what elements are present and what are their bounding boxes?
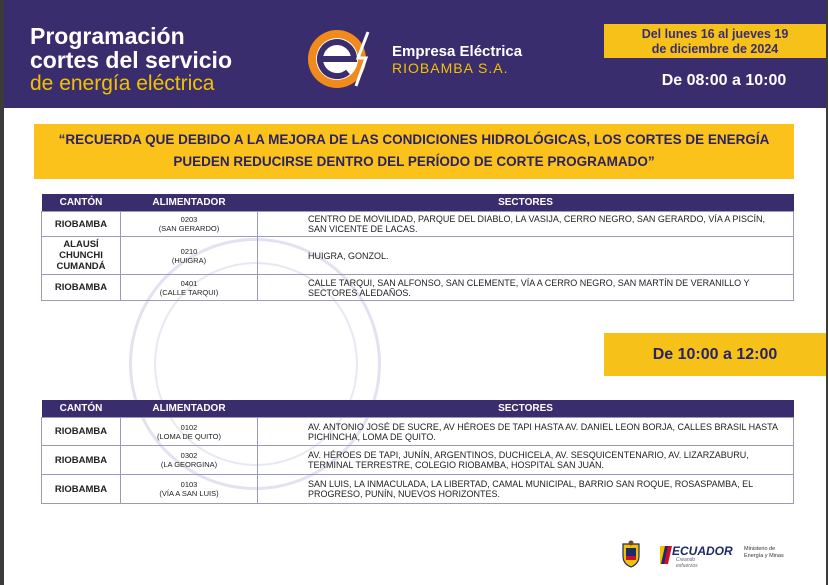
sectores-cell: HUIGRA, GONZOL. [258,237,794,275]
notice-line-1: “RECUERDA QUE DEBIDO A LA MEJORA DE LAS CONDICIONES HIDROLÓGICAS, LOS CORTES DE ENERGÍA [58,132,770,147]
canton-cell: RIOBAMBA [42,418,121,446]
table-row [42,212,794,237]
table-row [42,275,794,301]
column-header-sectores: SECTORES [258,194,794,212]
table-row [42,418,794,446]
alimentador-cell [121,212,258,237]
company-name-main: Empresa Eléctrica [392,43,523,60]
sectores-cell: AV. ANTONIO JOSÉ DE SUCRE, AV HÉROES DE TAPI HASTA AV. DANIEL LEON BORJA, CALLES BRASIL HASTA PICHINCHA, LOMA DE QUITO. [258,418,794,446]
alimentador-cell [121,237,258,275]
date-range-box [604,24,826,58]
page-title [30,24,232,96]
alimentador-cell [121,475,258,504]
ministry-name: Ministerio de Energía y Minas [744,546,784,559]
company-name-sub: RIOBAMBA S.A. [392,60,509,76]
sectores-cell: CALLE TARQUI, SAN ALFONSO, SAN CLEMENTE, VÍA A CERRO NEGRO, SAN MARTÍN DE VERANILLO Y SECTORES ALEDAÑOS. [258,275,794,301]
company-name [392,44,522,76]
column-header-alimentador: ALIMENTADOR [121,400,258,418]
canton-cell: RIOBAMBA [42,212,121,237]
schedule-table-1 [41,194,794,301]
date-line-2: de diciembre de 2024 [651,42,779,56]
header-banner [4,0,826,108]
alimentador-code: 0401 [180,278,198,288]
alimentador-code: 0103 [180,480,198,489]
hydrology-notice [34,124,794,179]
table-row [42,237,794,275]
alimentador-cell [121,418,258,446]
column-header-canton: CANTÓN [42,194,121,212]
time-slot-1: De 08:00 a 10:00 [661,72,787,89]
canton-line: CHUNCHI [59,250,103,261]
time-slot-2: De 10:00 a 12:00 [604,333,826,376]
alimentador-name: (LOMA DE QUITO) [156,431,222,441]
column-header-alimentador: ALIMENTADOR [121,194,258,212]
canton-cell [42,237,121,275]
schedule-table-2 [41,400,794,504]
alimentador-code: 0102 [180,422,198,432]
canton-cell: RIOBAMBA [42,446,121,475]
alimentador-code: 0210 [180,246,198,256]
canton-line: ALAUSÍ [63,239,99,250]
schedule-page [4,0,826,585]
alimentador-name: (HUIGRA) [171,255,207,265]
table-header-row [42,400,794,418]
column-header-sectores: SECTORES [258,400,794,418]
alimentador-code: 0203 [180,215,198,224]
ecuador-tagline: Creando esfuerzos [676,557,698,569]
alimentador-name: (CALLE TARQUI) [159,287,219,297]
table-row [42,475,794,504]
table-row [42,446,794,475]
alimentador-cell [121,275,258,301]
title-line-3: de energía eléctrica [30,72,215,95]
canton-cell: RIOBAMBA [42,275,121,301]
alimentador-name: (VÍA A SAN LUIS) [159,489,219,498]
ecuador-coat-of-arms-icon [620,540,642,568]
alimentador-code: 0302 [180,451,198,460]
title-line-2: cortes del servicio [30,47,232,73]
alimentador-cell [121,446,258,475]
canton-cell: RIOBAMBA [42,475,121,504]
company-logo-icon [304,26,380,92]
sectores-cell: SAN LUIS, LA INMACULADA, LA LIBERTAD, CAMAL MUNICIPAL, BARRIO SAN ROQUE, ROSASPAMBA, EL PROGRESO, PUNÍN, NUEVOS HORIZONTES. [258,475,794,504]
canton-line: CUMANDÁ [56,261,106,272]
sectores-cell: AV. HÉROES DE TAPI, JUNÍN, ARGENTINOS, DUCHICELA, AV. SESQUICENTENARIO, AV. LIZARZABURU, TERMINAL TERRESTRE, COLEGIO RIOBAMBA, HOSPITAL SAN JUAN. [258,446,794,475]
column-header-canton: CANTÓN [42,400,121,418]
alimentador-name: (LA GEORGINA) [160,460,218,469]
title-line-1: Programación [30,23,185,49]
alimentador-name: (SAN GERARDO) [158,224,220,233]
ecuador-wordmark: ECUADOR [672,544,733,558]
table-header-row [42,194,794,212]
notice-line-2: PUEDEN REDUCIRSE DENTRO DEL PERÍODO DE CORTE PROGRAMADO” [173,154,655,169]
sectores-cell: CENTRO DE MOVILIDAD, PARQUE DEL DIABLO, LA VASIJA, CERRO NEGRO, SAN GERARDO, VÍA A PISCÍN, SAN VICENTE DE LACAS. [258,212,794,237]
date-line-1: Del lunes 16 al jueves 19 [641,27,789,41]
